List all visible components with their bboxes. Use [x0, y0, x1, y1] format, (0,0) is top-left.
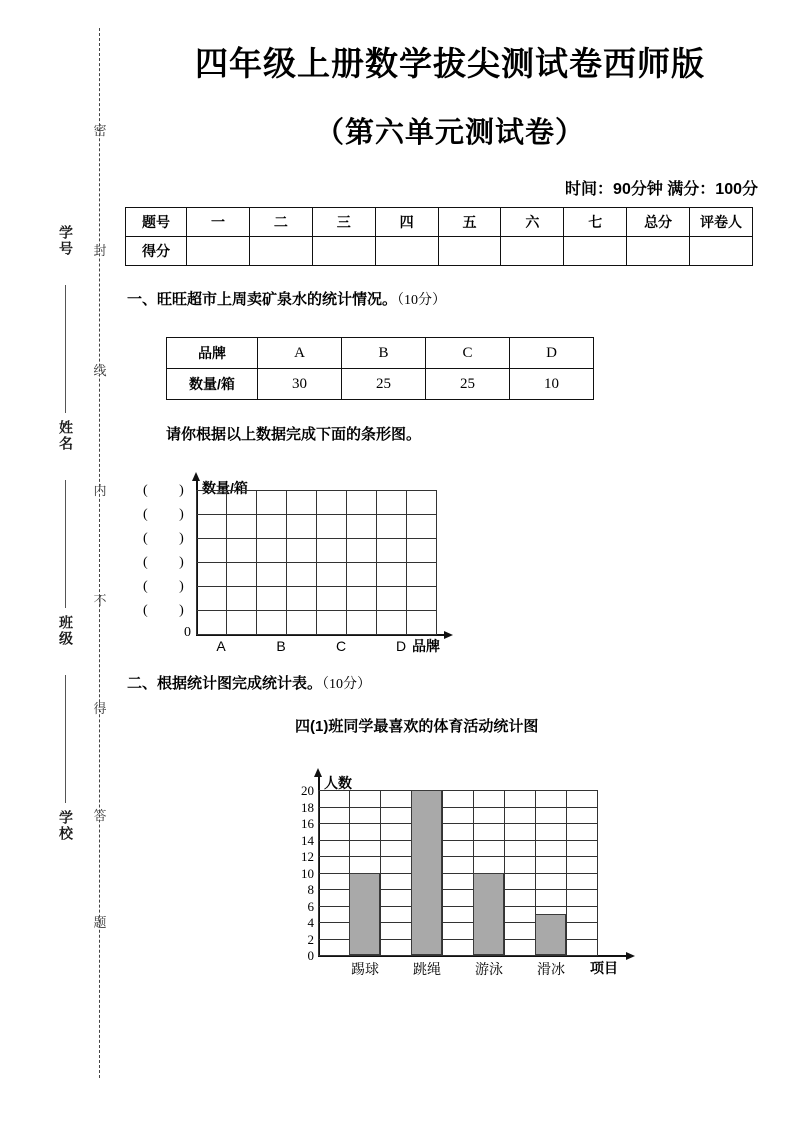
grid-cell — [287, 491, 317, 515]
grid-cell — [567, 907, 598, 924]
y-tick-label: 6 — [307, 898, 314, 914]
grid-cell — [319, 857, 350, 874]
seal-char: 答 — [93, 808, 107, 823]
bar-tiaosheng — [411, 790, 442, 955]
grid-cell — [407, 563, 437, 587]
grid-cell — [505, 874, 536, 891]
quantity-cell: 25 — [426, 369, 510, 400]
score-col-header: 二 — [249, 208, 312, 237]
grid-cell — [407, 515, 437, 539]
score-input-cell[interactable] — [438, 237, 501, 266]
field-divider-2 — [65, 480, 66, 608]
question-2-bar-chart — [270, 768, 630, 983]
grid-cell — [377, 563, 407, 587]
question-1-text: 一、旺旺超市上周卖矿泉水的统计情况。 — [127, 291, 398, 308]
student-field-label: 学校 — [58, 810, 74, 842]
y-axis-label: 数量/箱 — [202, 480, 248, 496]
grid-cell — [197, 491, 227, 515]
grid-cell — [474, 791, 505, 808]
grid-cell — [443, 907, 474, 924]
grid-cell — [257, 611, 287, 635]
y-tick-label: 16 — [301, 816, 314, 831]
blank-chart-grid — [196, 490, 437, 635]
y-tick-label: 10 — [301, 865, 314, 881]
grid-cell — [381, 874, 412, 891]
grid-cell — [347, 515, 377, 539]
grid-cell — [317, 515, 347, 539]
brand-cell: D — [510, 338, 594, 369]
blank-tick-label[interactable]: ( ) — [143, 555, 198, 570]
grid-cell — [347, 539, 377, 563]
grid-cell — [350, 841, 381, 858]
grid-cell — [536, 874, 567, 891]
grid-cell — [197, 563, 227, 587]
grid-cell — [377, 611, 407, 635]
grid-cell — [227, 611, 257, 635]
grid-cell — [505, 841, 536, 858]
student-field-banji — [46, 615, 86, 652]
grid-cell — [317, 611, 347, 635]
origin-label: 0 — [184, 625, 191, 640]
grid-cell — [536, 824, 567, 841]
grid-cell — [567, 940, 598, 957]
grid-cell — [381, 907, 412, 924]
grid-cell — [474, 841, 505, 858]
category-label-tiaosheng: 跳绳 — [413, 961, 441, 977]
score-input-cell[interactable] — [627, 237, 690, 266]
grid-cell — [257, 587, 287, 611]
chart-title: 四(1)班同学最喜欢的体育活动统计图 — [295, 718, 539, 735]
score-input-cell[interactable] — [312, 237, 375, 266]
grid-cell — [505, 824, 536, 841]
category-label-huabing: 滑冰 — [537, 961, 565, 977]
quantity-cell: 25 — [342, 369, 426, 400]
field-divider-3 — [65, 675, 66, 803]
seal-char: 不 — [93, 593, 107, 608]
grid-cell — [227, 563, 257, 587]
grid-cell — [287, 563, 317, 587]
question-1-data-table — [166, 337, 594, 400]
score-input-cell[interactable] — [187, 237, 250, 266]
grid-cell — [257, 563, 287, 587]
x-axis-label: 项目 — [590, 960, 618, 976]
category-label-a: A — [216, 638, 226, 654]
grid-cell — [227, 515, 257, 539]
student-field-xingming — [46, 420, 86, 457]
grid-cell — [474, 824, 505, 841]
grid-cell — [567, 890, 598, 907]
grid-cell — [257, 539, 287, 563]
grid-cell — [474, 808, 505, 825]
grid-cell — [227, 587, 257, 611]
table-row — [167, 369, 594, 400]
grid-cell — [197, 611, 227, 635]
x-axis-arrow-icon — [626, 952, 635, 960]
table-row — [126, 237, 753, 266]
student-field-label: 学号 — [58, 225, 74, 257]
score-input-cell[interactable] — [501, 237, 564, 266]
grid-cell — [381, 791, 412, 808]
grid-cell — [197, 587, 227, 611]
grid-cell — [505, 923, 536, 940]
y-tick-label: 12 — [301, 849, 314, 864]
grid-cell — [443, 890, 474, 907]
score-col-header: 六 — [501, 208, 564, 237]
grid-cell — [350, 791, 381, 808]
grid-cell — [381, 890, 412, 907]
category-label-d: D — [395, 638, 407, 654]
score-col-header: 五 — [438, 208, 501, 237]
grid-cell — [536, 857, 567, 874]
quantity-row-label: 数量/箱 — [167, 369, 258, 400]
score-col-header: 一 — [187, 208, 250, 237]
grid-cell — [350, 857, 381, 874]
grid-cell — [377, 587, 407, 611]
student-field-label: 班级 — [58, 615, 74, 647]
grid-cell — [536, 808, 567, 825]
bar-huabing — [535, 914, 566, 955]
seal-char: 内 — [93, 483, 107, 498]
category-label-b: B — [276, 638, 286, 654]
grid-cell — [443, 824, 474, 841]
sealing-line-text — [88, 120, 112, 960]
score-table — [125, 207, 753, 266]
grid-cell — [377, 491, 407, 515]
grid-cell — [317, 563, 347, 587]
blank-tick-label[interactable]: ( ) — [143, 483, 198, 498]
grid-cell — [443, 808, 474, 825]
score-col-header: 七 — [564, 208, 627, 237]
grid-cell — [443, 857, 474, 874]
quantity-cell: 10 — [510, 369, 594, 400]
category-label-c: C — [335, 638, 347, 654]
grid-cell — [319, 824, 350, 841]
grid-cell — [347, 587, 377, 611]
grid-cell — [505, 857, 536, 874]
seal-char: 得 — [93, 701, 107, 716]
grid-cell — [536, 841, 567, 858]
grid-cell — [287, 539, 317, 563]
score-input-cell[interactable] — [249, 237, 312, 266]
grid-cell — [505, 940, 536, 957]
grid-cell — [377, 539, 407, 563]
question-2-heading — [127, 672, 371, 693]
grid-cell — [536, 890, 567, 907]
grid-cell — [407, 491, 437, 515]
grid-cell — [381, 923, 412, 940]
student-field-label: 姓名 — [58, 420, 74, 452]
grid-cell — [347, 491, 377, 515]
grid-cell — [443, 923, 474, 940]
grid-cell — [567, 857, 598, 874]
score-col-header: 总分 — [627, 208, 690, 237]
grid-cell — [257, 515, 287, 539]
grid-cell — [347, 563, 377, 587]
grid-cell — [505, 791, 536, 808]
grid-cell — [319, 890, 350, 907]
student-field-xuehao — [46, 225, 86, 262]
question-1-instruction: 请你根据以上数据完成下面的条形图。 — [166, 426, 422, 443]
grid-cell — [407, 611, 437, 635]
grid-cell — [567, 841, 598, 858]
y-tick-label: 0 — [307, 948, 314, 963]
grid-cell — [407, 539, 437, 563]
grid-cell — [257, 491, 287, 515]
seal-char: 线 — [93, 363, 107, 378]
grid-cell — [287, 611, 317, 635]
grid-cell — [474, 857, 505, 874]
score-input-cell[interactable] — [690, 237, 753, 266]
y-tick-label: 18 — [301, 799, 314, 815]
grid-cell — [350, 808, 381, 825]
score-input-cell[interactable] — [375, 237, 438, 266]
score-col-header: 评卷人 — [690, 208, 753, 237]
exam-meta-info: 时间：90分钟 满分：100分 — [565, 181, 758, 198]
question-2-points: （10分） — [322, 677, 372, 692]
grid-cell — [505, 890, 536, 907]
page-title: 四年级上册数学拔尖测试卷西师版 — [195, 45, 705, 82]
grid-cell — [381, 857, 412, 874]
grid-cell — [381, 841, 412, 858]
grid-cell — [197, 539, 227, 563]
grid-cell — [287, 587, 317, 611]
grid-cell — [227, 539, 257, 563]
student-field-xuexiao — [46, 810, 86, 847]
score-row-label: 得分 — [126, 237, 187, 266]
student-info-fields — [46, 225, 86, 985]
grid-cell — [567, 791, 598, 808]
grid-cell — [567, 923, 598, 940]
grid-cell — [350, 824, 381, 841]
grid-cell — [319, 874, 350, 891]
grid-cell — [197, 515, 227, 539]
grid-cell — [317, 491, 347, 515]
grid-cell — [381, 808, 412, 825]
table-row — [167, 338, 594, 369]
question-2-text: 二、根据统计图完成统计表。 — [127, 675, 323, 692]
y-tick-label: 20 — [301, 783, 314, 798]
score-col-header: 三 — [312, 208, 375, 237]
field-divider-1 — [65, 285, 66, 413]
grid-cell — [567, 808, 598, 825]
score-row-label: 题号 — [126, 208, 187, 237]
y-axis-arrow-icon — [192, 472, 200, 481]
seal-char: 密 — [93, 123, 107, 138]
y-tick-label: 2 — [307, 931, 314, 947]
grid-cell — [443, 874, 474, 891]
brand-cell: B — [342, 338, 426, 369]
grid-cell — [319, 808, 350, 825]
grid-cell — [319, 841, 350, 858]
grid-cell — [407, 587, 437, 611]
grid-cell — [319, 907, 350, 924]
blank-tick-label[interactable]: ( ) — [143, 531, 198, 546]
grid-cell — [443, 940, 474, 957]
grid-cell — [347, 611, 377, 635]
bar-youyong — [473, 873, 504, 956]
y-axis-arrow-icon — [314, 768, 322, 777]
page-subtitle: （第六单元测试卷） — [314, 117, 585, 149]
grid-cell — [567, 874, 598, 891]
exam-sheet — [120, 0, 793, 1122]
grid-cell — [317, 539, 347, 563]
brand-row-label: 品牌 — [167, 338, 258, 369]
grid-cell — [443, 841, 474, 858]
seal-char: 封 — [93, 243, 107, 258]
category-label-youyong: 游泳 — [475, 961, 503, 977]
question-1-blank-chart — [140, 470, 470, 654]
grid-cell — [536, 791, 567, 808]
y-tick-label: 4 — [307, 915, 314, 930]
grid-cell — [319, 923, 350, 940]
blank-tick-label[interactable]: ( ) — [143, 579, 198, 594]
brand-cell: C — [426, 338, 510, 369]
quantity-cell: 30 — [258, 369, 342, 400]
grid-cell — [227, 491, 257, 515]
x-axis-label: 品牌 — [412, 638, 440, 654]
x-axis-arrow-icon — [444, 631, 453, 639]
table-row — [126, 208, 753, 237]
grid-cell — [505, 808, 536, 825]
y-tick-label: 8 — [307, 882, 314, 897]
question-1-points: （10分） — [397, 293, 447, 308]
grid-cell — [317, 587, 347, 611]
y-axis-label: 人数 — [324, 775, 352, 791]
brand-cell: A — [258, 338, 342, 369]
bar-tiqiu — [349, 873, 380, 956]
grid-cell — [319, 791, 350, 808]
grid-cell — [287, 515, 317, 539]
blank-tick-label[interactable]: ( ) — [143, 603, 198, 618]
category-label-tiqiu: 踢球 — [351, 961, 379, 977]
grid-cell — [381, 824, 412, 841]
blank-tick-label[interactable]: ( ) — [143, 507, 198, 522]
question-1-heading — [127, 288, 446, 309]
score-input-cell[interactable] — [564, 237, 627, 266]
y-tick-label: 14 — [301, 832, 314, 848]
seal-char: 题 — [93, 915, 107, 930]
grid-cell — [381, 940, 412, 957]
grid-cell — [319, 940, 350, 957]
grid-cell — [377, 515, 407, 539]
left-margin-column — [0, 0, 120, 1122]
grid-cell — [567, 824, 598, 841]
grid-cell — [505, 907, 536, 924]
score-col-header: 四 — [375, 208, 438, 237]
grid-cell — [443, 791, 474, 808]
